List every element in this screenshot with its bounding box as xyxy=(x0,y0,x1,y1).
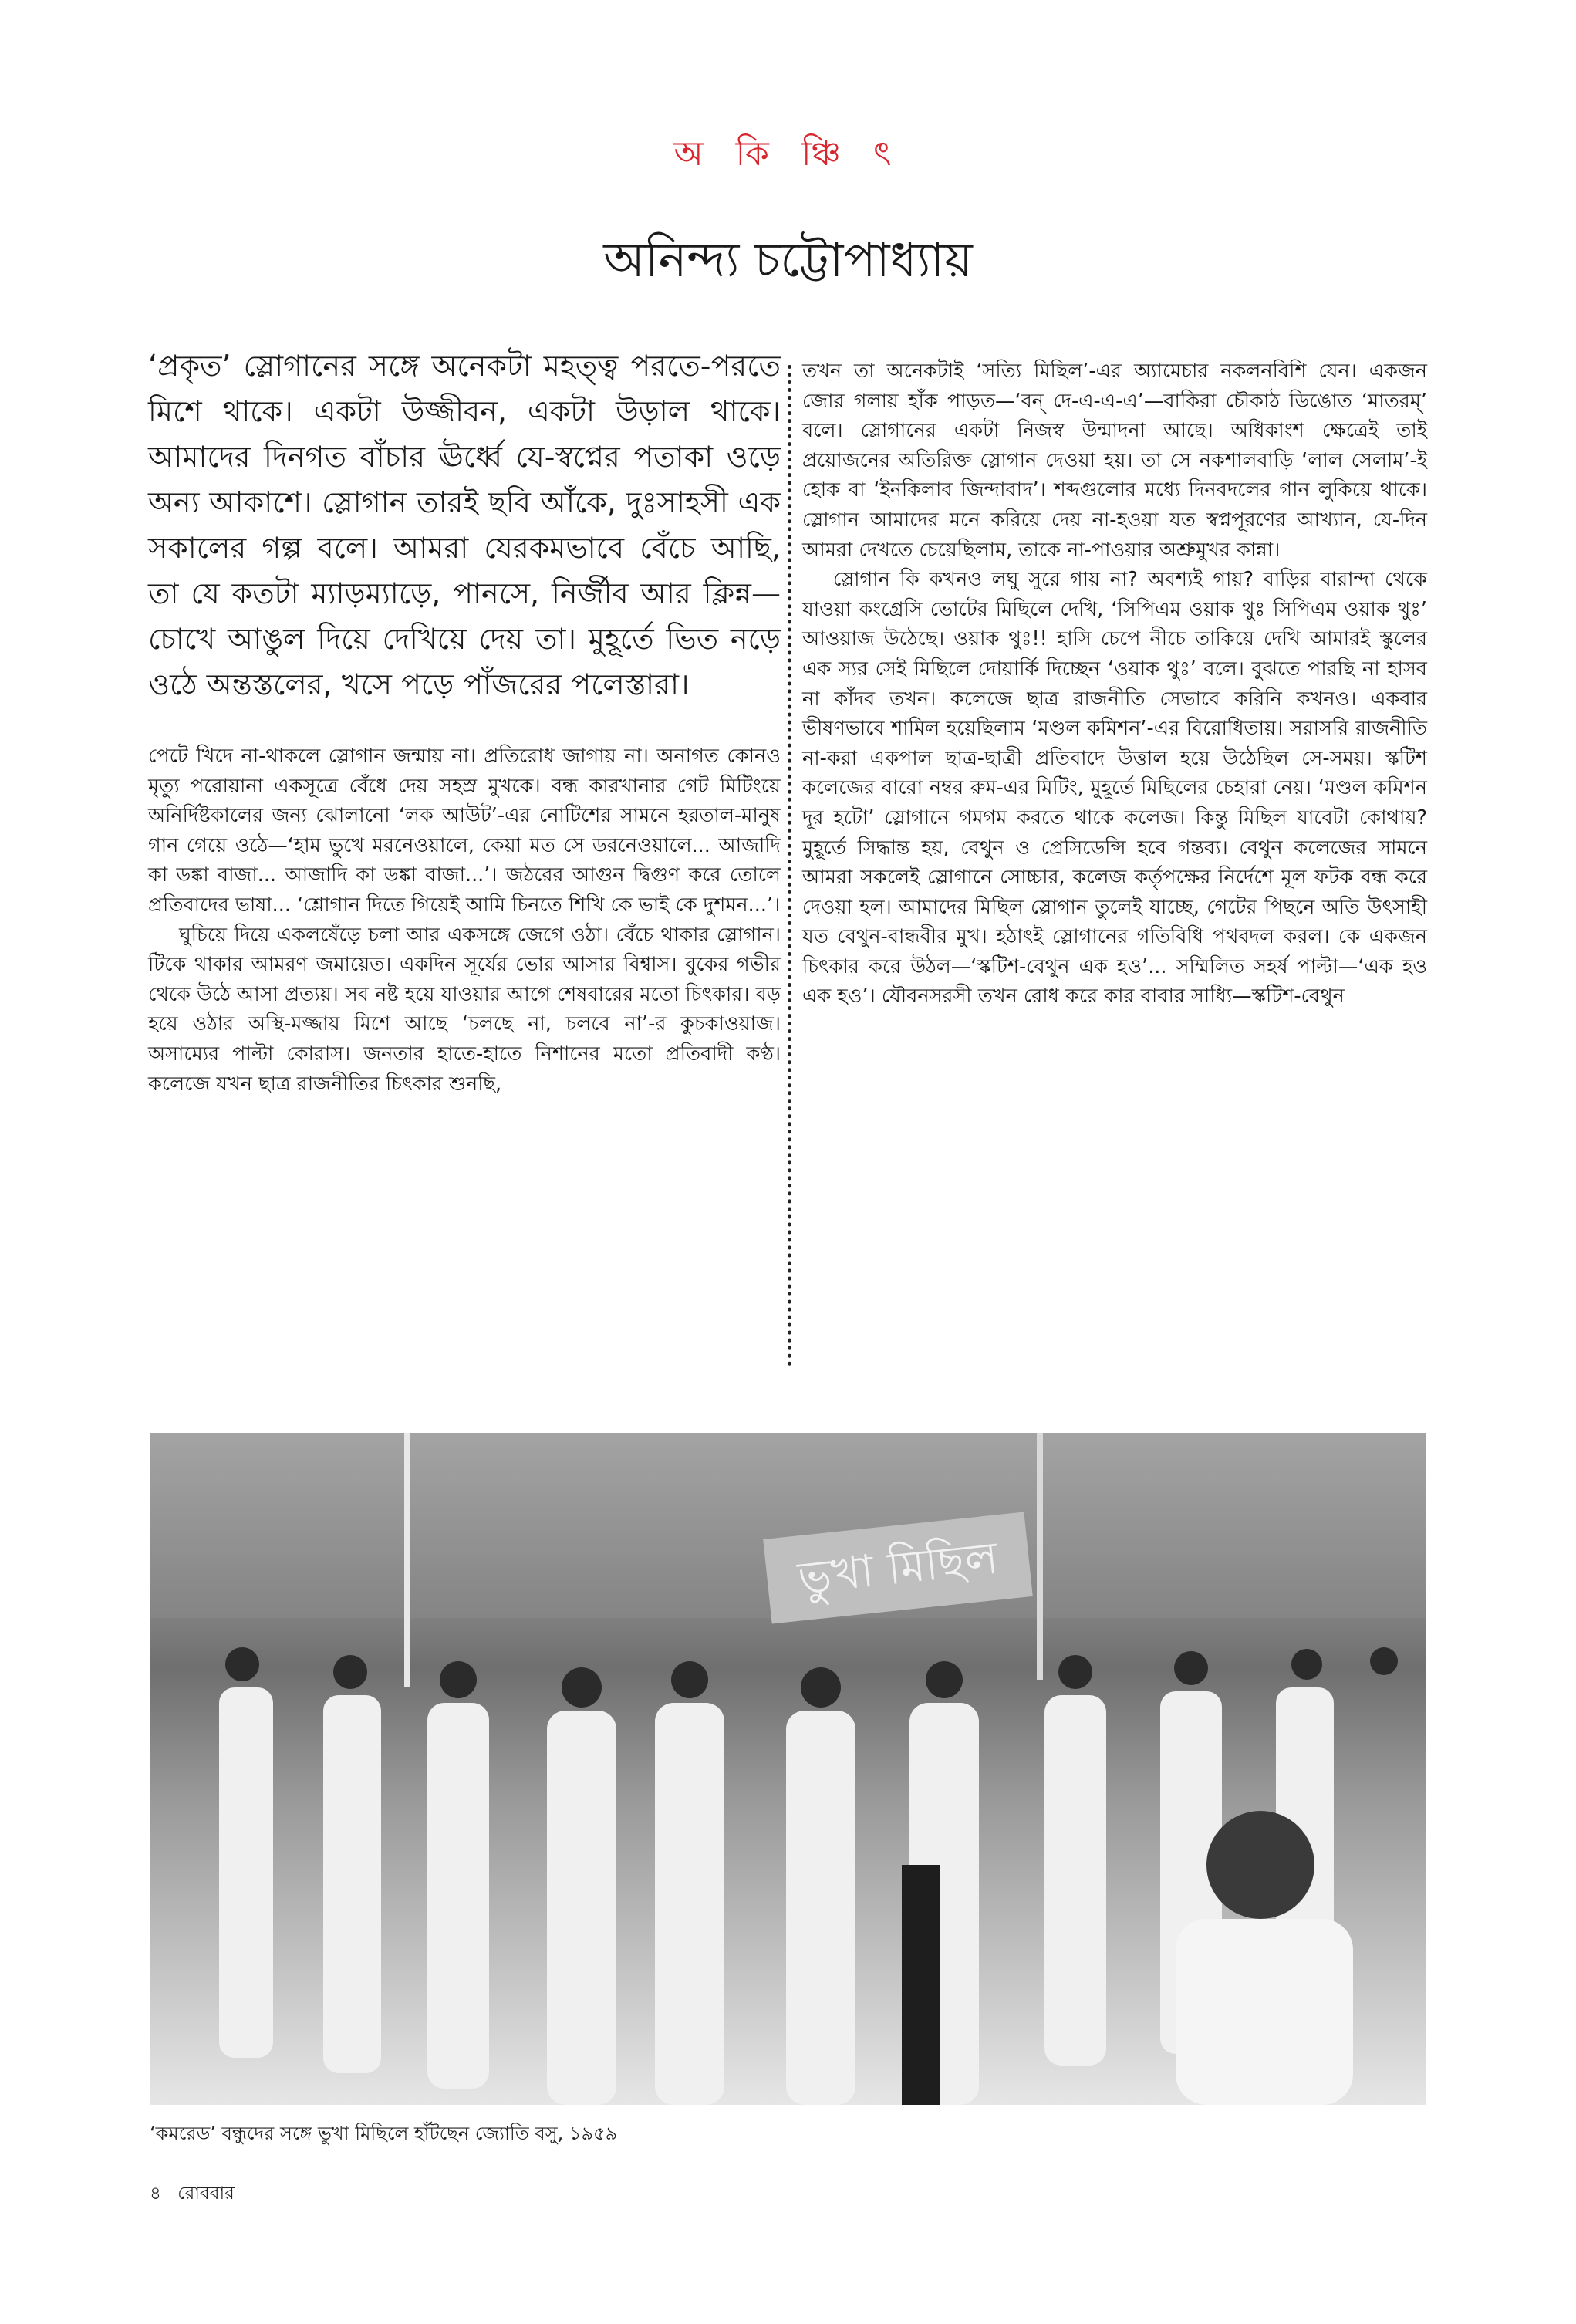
author-name: অনিন্দ্য চট্টোপাধ্যায় xyxy=(603,231,973,288)
column-divider xyxy=(788,365,791,1366)
article-lede: ‘প্রকৃত’ স্লোগানের সঙ্গে অনেকটা মহত্ত্ব পরতে-পরতে মিশে থাকে। একটা উজ্জীবন, একটা উড়াল থাকে। আমাদের দিনগত বাঁচার ঊর্ধ্বে যে-স্বপ্নের পতাকা ওড়ে অন্য আকাশে। স্লোগান তারই ছবি আঁকে, দুঃসাহসী এক সকালের গল্প বলে। আমরা যেরকমভাবে বেঁচে আছি, তা যে কতটা ম্যাড়ম্যাড়ে, পানসে, নির্জীব আর ক্লিন্ন—চোখে আঙুল দিয়ে দেখিয়ে দেয় তা। মুহূর্তে ভিত নড়ে ওঠে অন্তস্তলের, খসে পড়ে পাঁজরের পলেস্তারা। xyxy=(148,349,781,701)
paragraph: পেটে খিদে না-থাকলে স্লোগান জন্মায় না। প্রতিরোধ জাগায় না। অনাগত কোনও মৃত্যু পরোয়ানা একসূত্রে বেঁধে দেয় সহস্র মুখকে। বন্ধ কারখানার গেট মিটিংয়ে অনির্দিষ্টকালের জন্য ঝোলানো ‘লক আউট’-এর নোটিশের সামনে হরতাল-মানুষ গান গেয়ে ওঠে—‘হাম ভুখে মরনেওয়ালে, কেয়া মত সে ডরনেওয়ালে... আজাদি কা ডঙ্কা বাজা... আজাদি কা ডঙ্কা বাজা...’। জঠরের আগুন দ্বিগুণ করে তোলে প্রতিবাদের ভাষা... ‘শ্লোগান দিতে গিয়েই আমি চিনতে শিখি কে ভাই কে দুশমন...’। xyxy=(148,745,781,917)
article-column-left xyxy=(148,343,781,1099)
article-column-right xyxy=(802,356,1427,1012)
photo-placeholder-graphic xyxy=(150,1433,1426,2105)
section-label: অ কি ঞ্চি ৎ xyxy=(673,134,903,174)
page-footer xyxy=(150,2179,245,2209)
procession-photo xyxy=(150,1433,1426,2105)
photo-caption: ‘কমরেড’ বন্ধুদের সঙ্গে ভুখা মিছিলে হাঁটছেন জ্যোতি বসু, ১৯৫৯ xyxy=(150,2123,618,2144)
banner-text: ভুখা মিছিল xyxy=(795,1531,1001,1605)
paragraph: তখন তা অনেকটাই ‘সত্যি মিছিল’-এর অ্যামেচার নকলনবিশি যেন। একজন জোর গলায় হাঁক পাড়ত—‘বন্ দে-এ-এ-এ’—বাকিরা চৌকাঠ ডিঙোত ‘মাতরম্’ বলে। স্লোগানের একটা নিজস্ব উন্মাদনা আছে। অধিকাংশ ক্ষেত্রেই তাই প্রয়োজনের অতিরিক্ত স্লোগান দেওয়া হয়। তা সে নকশালবাড়ি ‘লাল সেলাম’-ই হোক বা ‘ইনকিলাব জিন্দাবাদ’। শব্দগুলোর মধ্যে দিনবদলের গান লুকিয়ে থাকে। স্লোগান আমাদের মনে করিয়ে দেয় না-হওয়া যত স্বপ্নপূরণের আখ্যান, যে-দিন আমরা দেখতে চেয়েছিলাম, তাকে না-পাওয়ার অশ্রুমুখর কান্না। xyxy=(802,360,1427,562)
page-number: ৪ xyxy=(150,2184,161,2204)
paragraph: স্লোগান কি কখনও লঘু সুরে গায় না? অবশ্যই গায়? বাড়ির বারান্দা থেকে যাওয়া কংগ্রেসি ভোটের মিছিলে দেখি, ‘সিপিএম ওয়াক থুঃ সিপিএম ওয়াক থুঃ’ আওয়াজ উঠেছে। ওয়াক থুঃ!! হাসি চেপে নীচে তাকিয়ে দেখি আমারই স্কুলের এক স্যর সেই মিছিলে দোয়ার্কি দিচ্ছেন ‘ওয়াক থুঃ’ বলে। বুঝতে পারছি না হাসব না কাঁদব তখন। কলেজে ছাত্র রাজনীতি সেভাবে করিনি কখনও। একবার ভীষণভাবে শামিল হয়েছিলাম ‘মণ্ডল কমিশন’-এর বিরোধিতায়। সরাসরি রাজনীতি না-করা একপাল ছাত্র-ছাত্রী প্রতিবাদে উত্তাল হয়ে উঠেছিল সে-সময়। স্কটিশ কলেজের বারো নম্বর রুম-এর মিটিং, মুহূর্তে মিছিলের চেহারা নেয়। ‘মণ্ডল কমিশন দূর হটো’ স্লোগানে গমগম করতে থাকে কলেজ। কিন্তু মিছিল যাবেটা কোথায়? মুহূর্তে সিদ্ধান্ত হয়, বেথুন ও প্রেসিডেন্সি হবে গন্তব্য। বেথুন কলেজের সামনে আমরা সকলেই স্লোগানে সোচ্চার, কলেজ কর্তৃপক্ষের নির্দেশে মূল ফটক বন্ধ করে দেওয়া হল। আমাদের মিছিল স্লোগান তুলেই যাচ্ছে, গেটের পিছনে অতি উৎসাহী যত বেথুন-বান্ধবীর মুখ। হঠাৎই স্লোগানের গতিবিধি পথবদল করল। কে একজন চিৎকার করে উঠল—‘স্কটিশ-বেথুন এক হও’... সম্মিলিত সহর্ষ পাল্টা—‘এক হও এক হও’। যৌবনসরসী তখন রোধ করে কার বাবার সাধ্যি—স্কটিশ-বেথুন xyxy=(802,568,1427,1008)
publication-name: রোববার xyxy=(177,2184,235,2204)
paragraph: ঘুচিয়ে দিয়ে একলষেঁড়ে চলা আর একসঙ্গে জেগে ওঠা। বেঁচে থাকার স্লোগান। টিকে থাকার আমরণ জমায়েত। একদিন সূর্যের ভোর আসার বিশ্বাস। বুকের গভীর থেকে উঠে আসা প্রত্যয়। সব নষ্ট হয়ে যাওয়ার আগে শেষবারের মতো চিৎকার। বড় হয়ে ওঠার অস্থি-মজ্জায় মিশে আছে ‘চলছে না, চলবে না’-র কুচকাওয়াজ। অসাম্যের পাল্টা কোরাস। জনতার হাতে-হাতে নিশানের মতো প্রতিবাদী কণ্ঠ। কলেজে যখন ছাত্র রাজনীতির চিৎকার শুনছি, xyxy=(148,923,781,1096)
